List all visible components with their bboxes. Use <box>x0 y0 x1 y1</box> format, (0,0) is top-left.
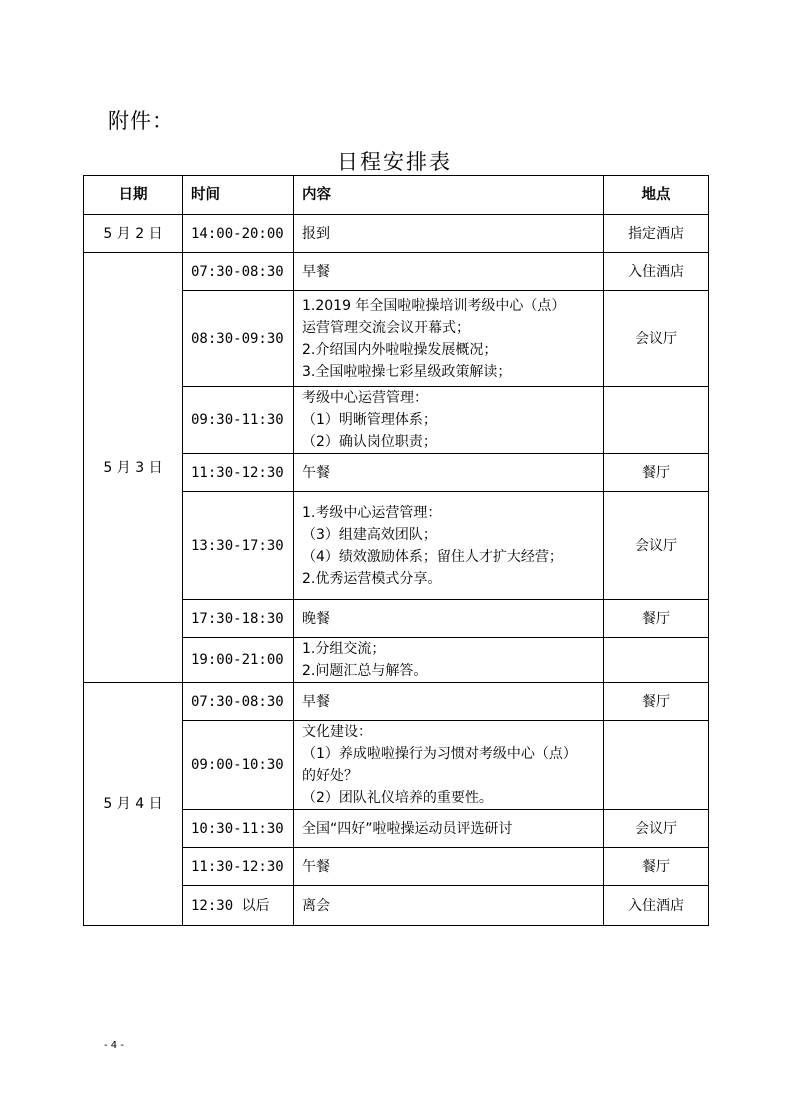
content-line: 2.优秀运营模式分享。 <box>302 570 442 587</box>
table-row <box>84 253 709 291</box>
content-cell <box>294 253 604 291</box>
content-line: （2）团队礼仪培养的重要性。 <box>302 790 493 806</box>
content-cell <box>294 721 604 810</box>
content-line: 2.介绍国内外啦啦操发展概况； <box>302 341 498 358</box>
content-line: 1.2019 年全国啦啦操培训考级中心（点） <box>302 297 566 314</box>
content-line: 1.考级中心运营管理： <box>302 504 442 521</box>
content-cell <box>294 492 604 600</box>
attachment-label: 附件： <box>108 109 174 133</box>
content-cell <box>294 600 604 638</box>
table-row <box>84 683 709 721</box>
time-cell: 09:00-10:30 <box>183 721 294 810</box>
date-cell: 5 月 4 日 <box>84 683 183 926</box>
content-line: 运营管理交流会议开幕式； <box>302 319 470 336</box>
time-cell: 12:30 以后 <box>183 886 294 926</box>
date-cell: 5 月 3 日 <box>84 253 183 683</box>
venue-cell <box>604 638 709 683</box>
content-line: 早餐 <box>302 693 330 710</box>
venue-cell: 餐厅 <box>604 683 709 721</box>
content-line: 离会 <box>302 897 330 914</box>
content-line: （4）绩效激励体系；留住人才扩大经营； <box>302 548 563 565</box>
content-cell <box>294 810 604 848</box>
time-cell: 10:30-11:30 <box>183 810 294 848</box>
content-line: 午餐 <box>302 464 330 481</box>
venue-cell <box>604 721 709 810</box>
content-line: 文化建设： <box>302 724 372 740</box>
header-content: 内容 <box>294 176 604 215</box>
content-line: 早餐 <box>302 263 330 280</box>
time-cell: 13:30-17:30 <box>183 492 294 600</box>
header-venue: 地点 <box>604 176 709 215</box>
content-cell <box>294 886 604 926</box>
time-cell: 07:30-08:30 <box>183 683 294 721</box>
content-line: 3.全国啦啦操七彩星级政策解读； <box>302 363 512 380</box>
content-line: （2）确认岗位职责； <box>302 434 437 450</box>
venue-cell <box>604 387 709 454</box>
header-time: 时间 <box>183 176 294 215</box>
page-number: - 4 - <box>104 1040 124 1051</box>
time-cell: 11:30-12:30 <box>183 848 294 886</box>
content-cell <box>294 387 604 454</box>
schedule-body <box>84 215 709 926</box>
content-cell <box>294 683 604 721</box>
venue-cell: 会议厅 <box>604 492 709 600</box>
time-cell: 09:30-11:30 <box>183 387 294 454</box>
header-row <box>84 176 709 215</box>
content-line: （3）组建高效团队； <box>302 526 437 543</box>
content-line: （1）养成啦啦操行为习惯对考级中心（点） <box>302 746 577 762</box>
time-cell: 17:30-18:30 <box>183 600 294 638</box>
content-line: 的好处？ <box>302 768 358 784</box>
schedule-table <box>83 175 709 926</box>
content-cell <box>294 454 604 492</box>
date-cell: 5 月 2 日 <box>84 215 183 253</box>
time-cell: 19:00-21:00 <box>183 638 294 683</box>
content-line: 2.问题汇总与解答。 <box>302 663 428 679</box>
content-line: 1.分组交流； <box>302 641 386 657</box>
venue-cell: 餐厅 <box>604 454 709 492</box>
venue-cell: 餐厅 <box>604 848 709 886</box>
table-title: 日程安排表 <box>337 150 452 174</box>
time-cell: 08:30-09:30 <box>183 291 294 387</box>
venue-cell: 会议厅 <box>604 810 709 848</box>
content-line: 午餐 <box>302 858 330 875</box>
table-row <box>84 215 709 253</box>
time-cell: 14:00-20:00 <box>183 215 294 253</box>
content-line: 全国“四好”啦啦操运动员评选研讨 <box>302 820 513 837</box>
content-line: 考级中心运营管理： <box>302 390 428 406</box>
content-cell <box>294 638 604 683</box>
time-cell: 11:30-12:30 <box>183 454 294 492</box>
venue-cell: 餐厅 <box>604 600 709 638</box>
header-date: 日期 <box>84 176 183 215</box>
venue-cell: 入住酒店 <box>604 886 709 926</box>
venue-cell: 会议厅 <box>604 291 709 387</box>
content-cell <box>294 215 604 253</box>
venue-cell: 指定酒店 <box>604 215 709 253</box>
venue-cell: 入住酒店 <box>604 253 709 291</box>
content-cell <box>294 291 604 387</box>
content-cell <box>294 848 604 886</box>
content-line: （1）明晰管理体系； <box>302 412 437 428</box>
content-line: 晚餐 <box>302 610 330 627</box>
time-cell: 07:30-08:30 <box>183 253 294 291</box>
content-line: 报到 <box>302 225 330 242</box>
